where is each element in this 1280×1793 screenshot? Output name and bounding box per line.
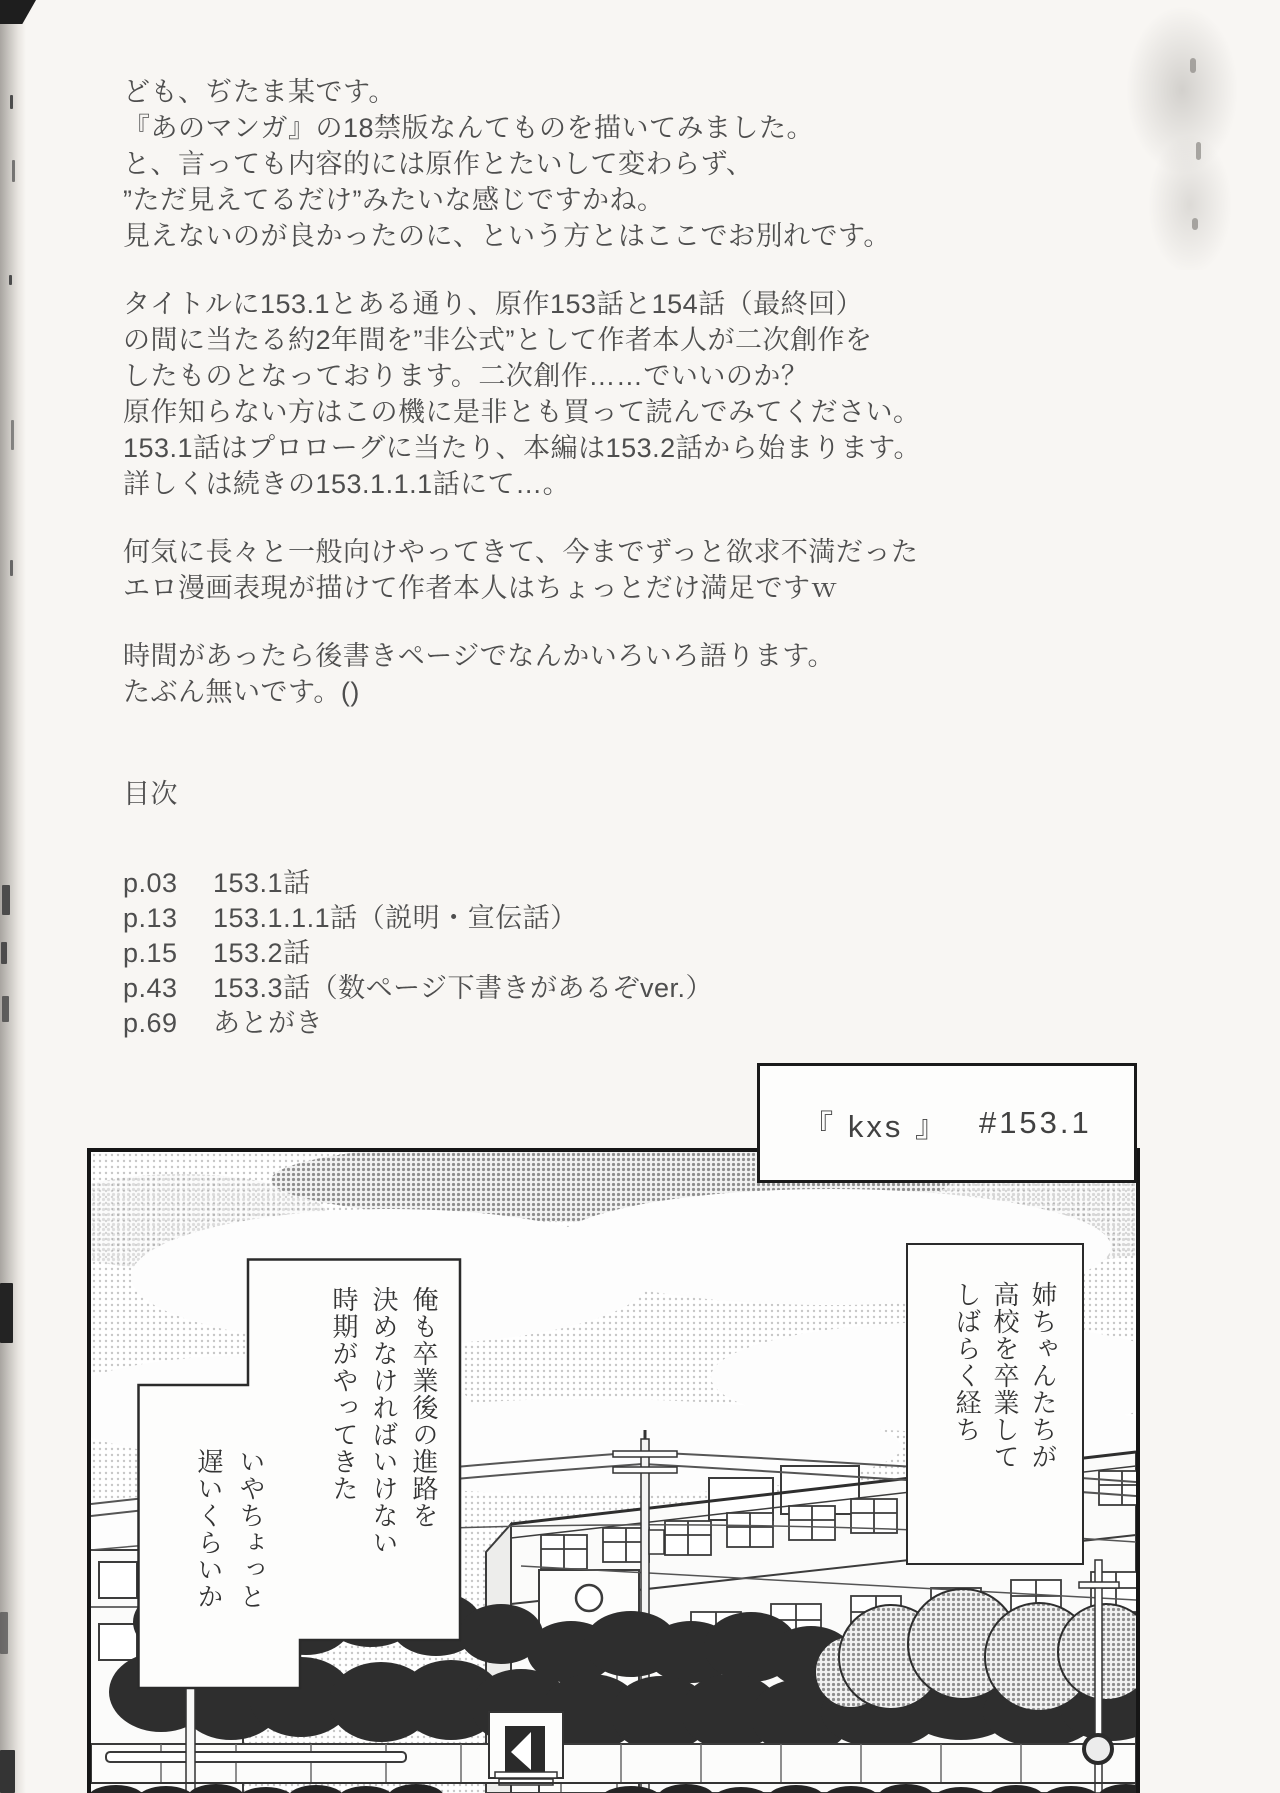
foreword-line: 原作知らない方はこの機に是非とも買って読んでみてください。: [123, 397, 921, 427]
toc-list: [123, 866, 921, 1041]
caption-right: [906, 1243, 1084, 1565]
caption-column: 俺も卒業後の進路を: [409, 1286, 439, 1529]
foreword-paragraph: [123, 286, 921, 502]
foreword-line: 時間があったら後書きページでなんかいろいろ語ります。: [123, 641, 836, 671]
caption-column: 遅いくらいか: [194, 1448, 224, 1610]
foreword-paragraph: [123, 74, 921, 254]
foreword-line: ”ただ見えてるだけ”みたいな感じですかね。: [123, 185, 665, 215]
toc-page-number: p.43: [123, 973, 178, 1003]
foreword-line: ども、ぢたま某です。: [123, 77, 396, 107]
foreword-line: 『あのマンガ』の18禁版なんてものを描いてみました。: [123, 113, 815, 143]
sign-pole: [186, 1682, 195, 1793]
toc-entry-title: 153.1.1.1話（説明・宣伝話）: [213, 903, 578, 933]
toc-entry-title: あとがき: [213, 1008, 323, 1038]
toc-entry-title: 153.1話: [213, 868, 311, 898]
caption-column: いやちょっと: [236, 1448, 266, 1610]
toc-entry: [123, 901, 921, 936]
foreword-line: と、言っても内容的には原作とたいして変わらず、: [123, 149, 754, 179]
foreword-line: タイトルに153.1とある通り、原作153話と154話（最終回）: [123, 289, 864, 319]
caption-column: 高校を卒業して: [990, 1281, 1020, 1470]
caption-column: 時期がやってきた: [329, 1286, 359, 1502]
foreword-line: したものとなっております。二次創作……でいいのか？: [123, 361, 809, 391]
clock-icon: [576, 1585, 602, 1611]
scan-corner-mark: [0, 0, 36, 24]
caption-column: しばらく経ち: [952, 1281, 982, 1443]
caption-left-lower: [182, 1448, 272, 1684]
bench: [106, 1752, 406, 1762]
school-gate: [489, 1712, 563, 1785]
toc-entry: [123, 971, 921, 1006]
traffic-sign-icon: [1084, 1735, 1112, 1763]
foreword-line: たぶん無いです。(): [123, 677, 360, 707]
toc-entry: [123, 936, 921, 971]
toc-page-number: p.15: [123, 938, 178, 968]
episode-series-title: 『 kxs 』: [802, 1108, 949, 1144]
foreword-text: [123, 74, 921, 1041]
episode-number: #153.1: [978, 1105, 1092, 1140]
toc-entry: [123, 1006, 921, 1041]
toc-heading: 目次: [123, 779, 178, 809]
foreword-line: の間に当たる約2年間を”非公式”として作者本人が二次創作を: [123, 325, 873, 355]
toc-entry: [123, 866, 921, 901]
toc-entry-title: 153.2話: [213, 938, 311, 968]
boundary-wall: [91, 1744, 1136, 1783]
foreword-line: エロ漫画表現が描けて作者本人はちょっとだけ満足ですｗ: [123, 573, 838, 603]
toc-page-number: p.13: [123, 903, 178, 933]
foreword-line: 153.1話はプロローグに当たり、本編は153.2話から始まります。: [123, 433, 921, 463]
foreword-paragraph: [123, 534, 921, 606]
caption-column: 姉ちゃんたちが: [1028, 1281, 1058, 1470]
foreword-line: 何気に長々と一般向けやってきて、今までずっと欲求不満だった: [123, 537, 919, 567]
caption-left-upper: [318, 1286, 444, 1636]
scan-corner-wash: [1120, 0, 1280, 270]
toc-page-number: p.03: [123, 868, 178, 898]
foreword-paragraph: [123, 638, 921, 710]
caption-column: 決めなければいけない: [369, 1286, 399, 1556]
foreword-line: 詳しくは続きの153.1.1.1話にて…。: [123, 469, 571, 499]
toc-page-number: p.69: [123, 1008, 178, 1038]
episode-title-box: [757, 1063, 1137, 1183]
scan-gutter-strip: [0, 0, 26, 1793]
toc-entry-title: 153.3話（数ページ下書きがあるぞver.）: [213, 973, 714, 1003]
foreword-line: 見えないのが良かったのに、という方とはここでお別れです。: [123, 221, 891, 251]
